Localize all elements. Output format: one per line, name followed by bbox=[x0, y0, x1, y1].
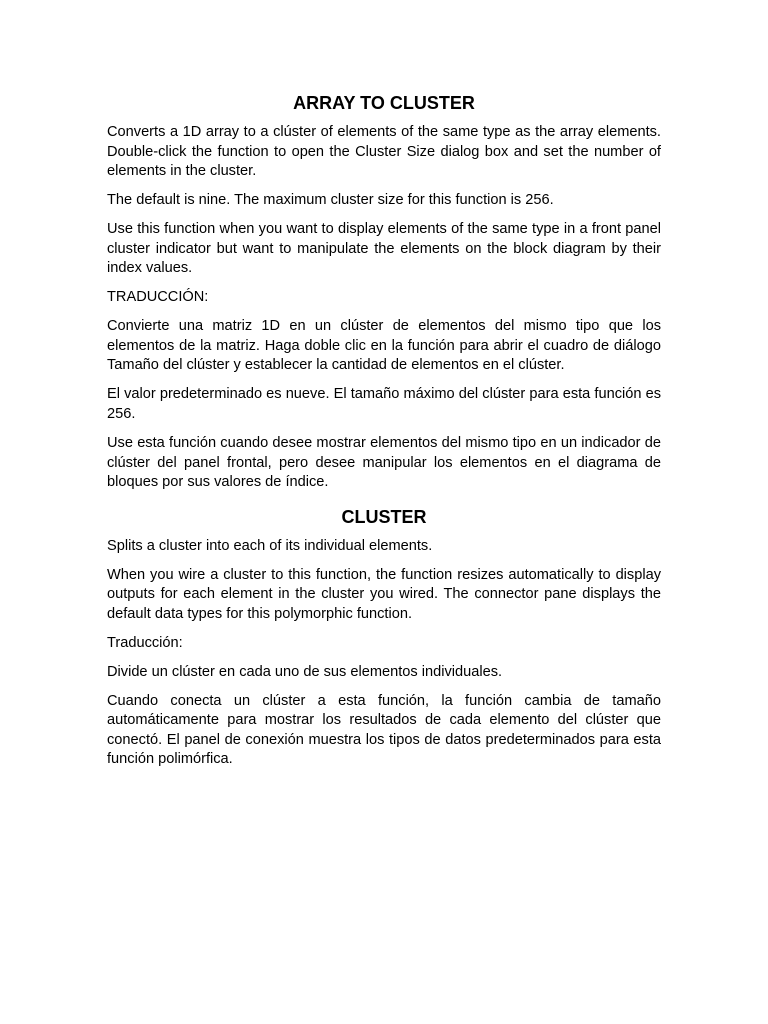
section-title-cluster: CLUSTER bbox=[341, 506, 427, 527]
translation-label: TRADUCCIÓN: bbox=[107, 289, 209, 306]
section-title-array-to-cluster: ARRAY TO CLUSTER bbox=[293, 93, 475, 113]
paragraph-translation-default-size: El valor predeterminado es nueve. El tamaño máximo del clúster para esta función es 256. bbox=[107, 386, 661, 422]
paragraph-translation-description: Convierte una matriz 1D en un clúster de elementos del mismo tipo que los elementos de la matriz. Haga doble clic en la función para abrir el cuadro de diálogo Tamaño del clúster y establecer la cantidad de elementos en el clúster. bbox=[107, 318, 661, 374]
paragraph-usage: Use this function when you want to display elements of the same type in a front panel cluster indicator but want to manipulate the elements on the block diagram by their index values. bbox=[107, 221, 661, 277]
document-page bbox=[107, 92, 661, 780]
paragraph-cluster-translation-description: Divide un clúster en cada uno de sus elementos individuales. bbox=[107, 663, 503, 680]
paragraph-array-to-cluster-description: Converts a 1D array to a clúster of elements of the same type as the array elements. Double-click the function to open the Cluster Size dialog box and set the number of elements in the cluster. bbox=[107, 124, 661, 179]
translation-label-cluster: Traducción: bbox=[107, 634, 183, 651]
paragraph-cluster-description: Splits a cluster into each of its individual elements. bbox=[107, 537, 433, 554]
paragraph-default-size: The default is nine. The maximum cluster size for this function is 256. bbox=[107, 192, 554, 209]
paragraph-cluster-wiring: When you wire a cluster to this function, the function resizes automatically to display outputs for each element in the cluster you wired. The connector pane displays the default data types for this polymorphic function. bbox=[107, 566, 661, 622]
paragraph-translation-usage: Use esta función cuando desee mostrar elementos del mismo tipo en un indicador de clúster del panel frontal, pero desee manipular los elementos en el diagrama de bloques por sus valores de índice. bbox=[107, 435, 661, 491]
paragraph-cluster-translation-wiring: Cuando conecta un clúster a esta función, la función cambia de tamaño automáticamente para mostrar los resultados de cada elemento del clúster que conectó. El panel de conexión muestra los tipos de datos predeterminados para esta función polimórfica. bbox=[107, 692, 661, 768]
